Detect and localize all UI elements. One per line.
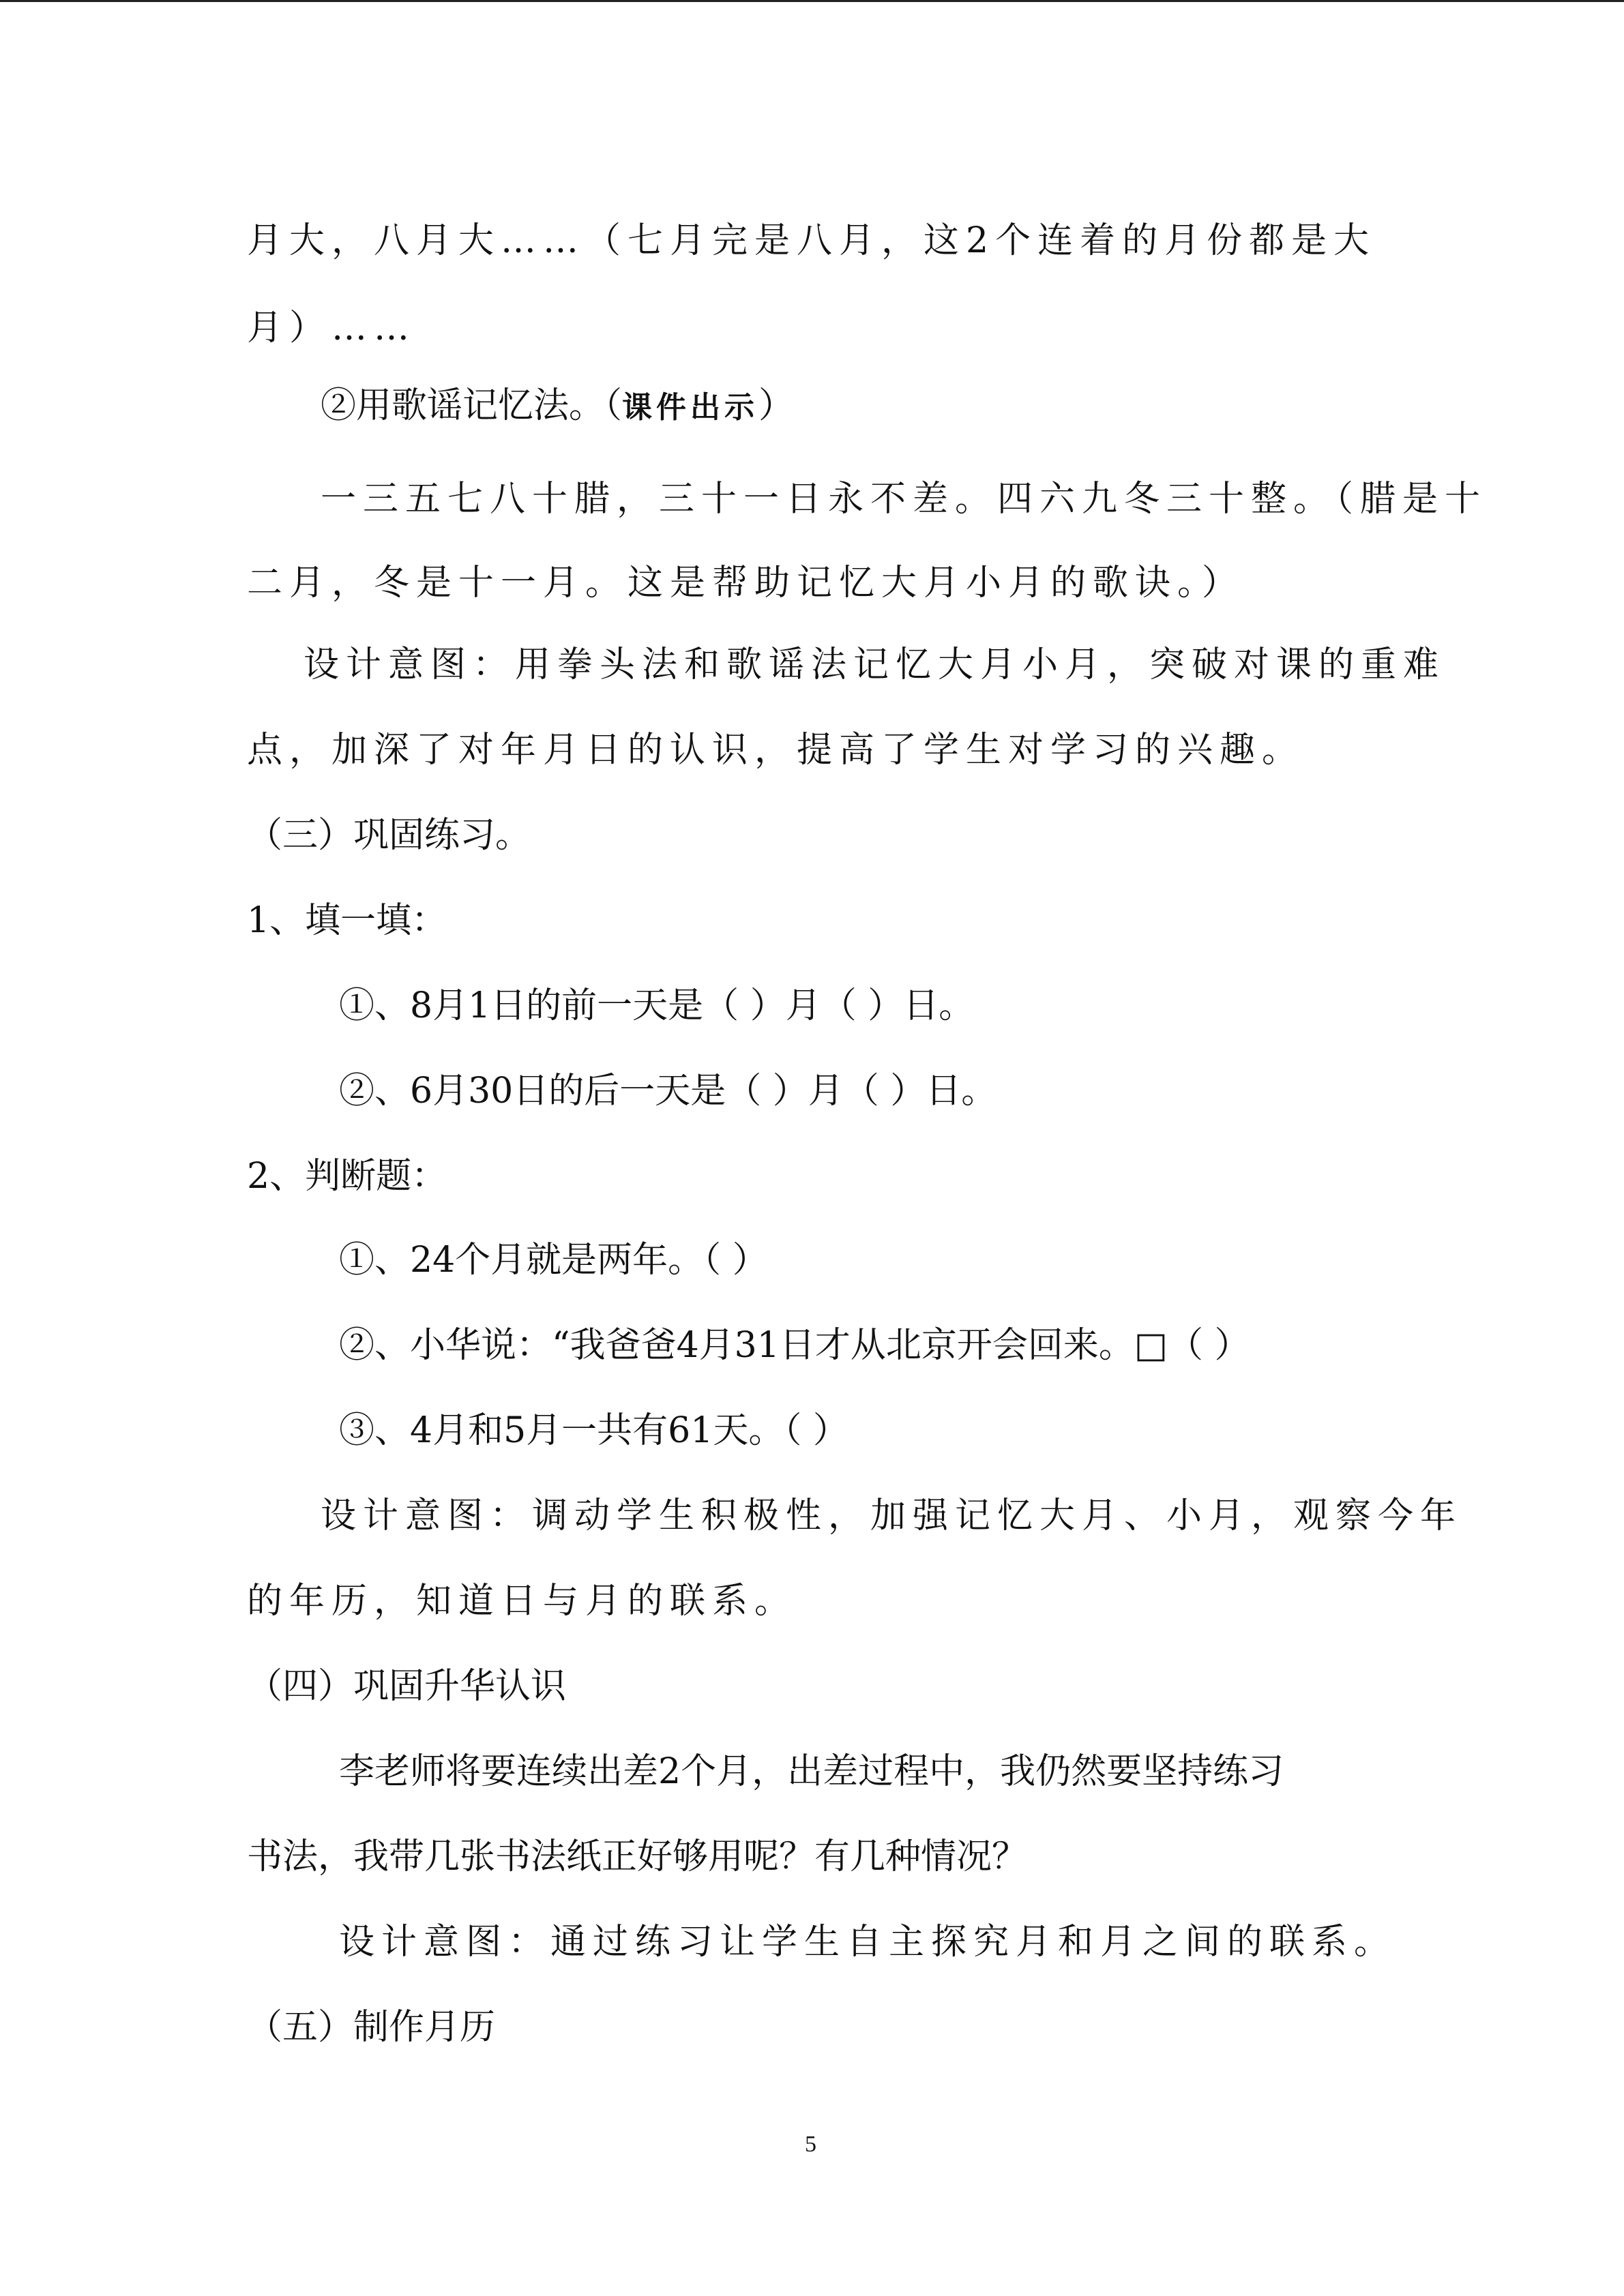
top-border: [0, 0, 1624, 2]
paragraph-line: 月大，八月大……（七月完是八月，这2个连着的月份都是大: [247, 220, 1376, 261]
design-intent-line: 设计意图：用拳头法和歌谣法记忆大月小月，突破对课的重难: [304, 644, 1446, 685]
exercise-item: ①、8月1日的前一天是（ ）月（ ）日。: [339, 985, 975, 1026]
bold-note: 课件出示: [622, 390, 759, 425]
design-intent-line: 设计意图：通过练习让学生自主探究月和月之间的联系。: [339, 1922, 1397, 1963]
exercise-item: ①、24个月就是两年。（ ）: [339, 1240, 768, 1281]
design-intent-line: 的年历，知道日与月的联系。: [247, 1581, 797, 1622]
paragraph-line: [321, 382, 794, 432]
paragraph-line: 一三五七八十腊，三十一日永不差。四六九冬三十整。（腊是十: [321, 479, 1488, 520]
section-heading: （三）巩固练习。: [247, 815, 531, 856]
exercise-heading: 2、判断题：: [247, 1156, 447, 1197]
design-intent-line: 设计意图：调动学生积极性，加强记忆大月、小月，观察今年: [321, 1495, 1463, 1536]
section-heading: （四）巩固升华认识: [247, 1666, 567, 1707]
exercise-heading: 1、填一填：: [247, 900, 447, 941]
exercise-item: ③、4月和5月一共有61天。（ ）: [339, 1410, 848, 1451]
page-number: 5: [805, 2132, 816, 2157]
section-heading: （五）制作月历: [247, 2007, 496, 2048]
exercise-item: ②、小华说：“我爸爸4月31日才从北京开会回来。□（ ）: [339, 1325, 1250, 1366]
paragraph-line: 月）……: [247, 308, 417, 348]
design-intent-line: 点，加深了对年月日的认识，提高了学生对学习的兴趣。: [247, 730, 1305, 771]
exercise-item: ②、6月30日的后一天是（ ）月（ ）日。: [339, 1071, 997, 1112]
paragraph-line: 李老师将要连续出差2个月，出差过程中，我仍然要坚持练习: [339, 1751, 1284, 1792]
text-segment: ）: [758, 385, 795, 426]
paragraph-line: 二月，冬是十一月。这是帮助记忆大月小月的歌诀。）: [247, 563, 1245, 603]
paragraph-line: 书法，我带几张书法纸正好够用呢？有几种情况？: [247, 1836, 1028, 1877]
text-segment: ②用歌谣记忆法。（: [321, 385, 623, 426]
